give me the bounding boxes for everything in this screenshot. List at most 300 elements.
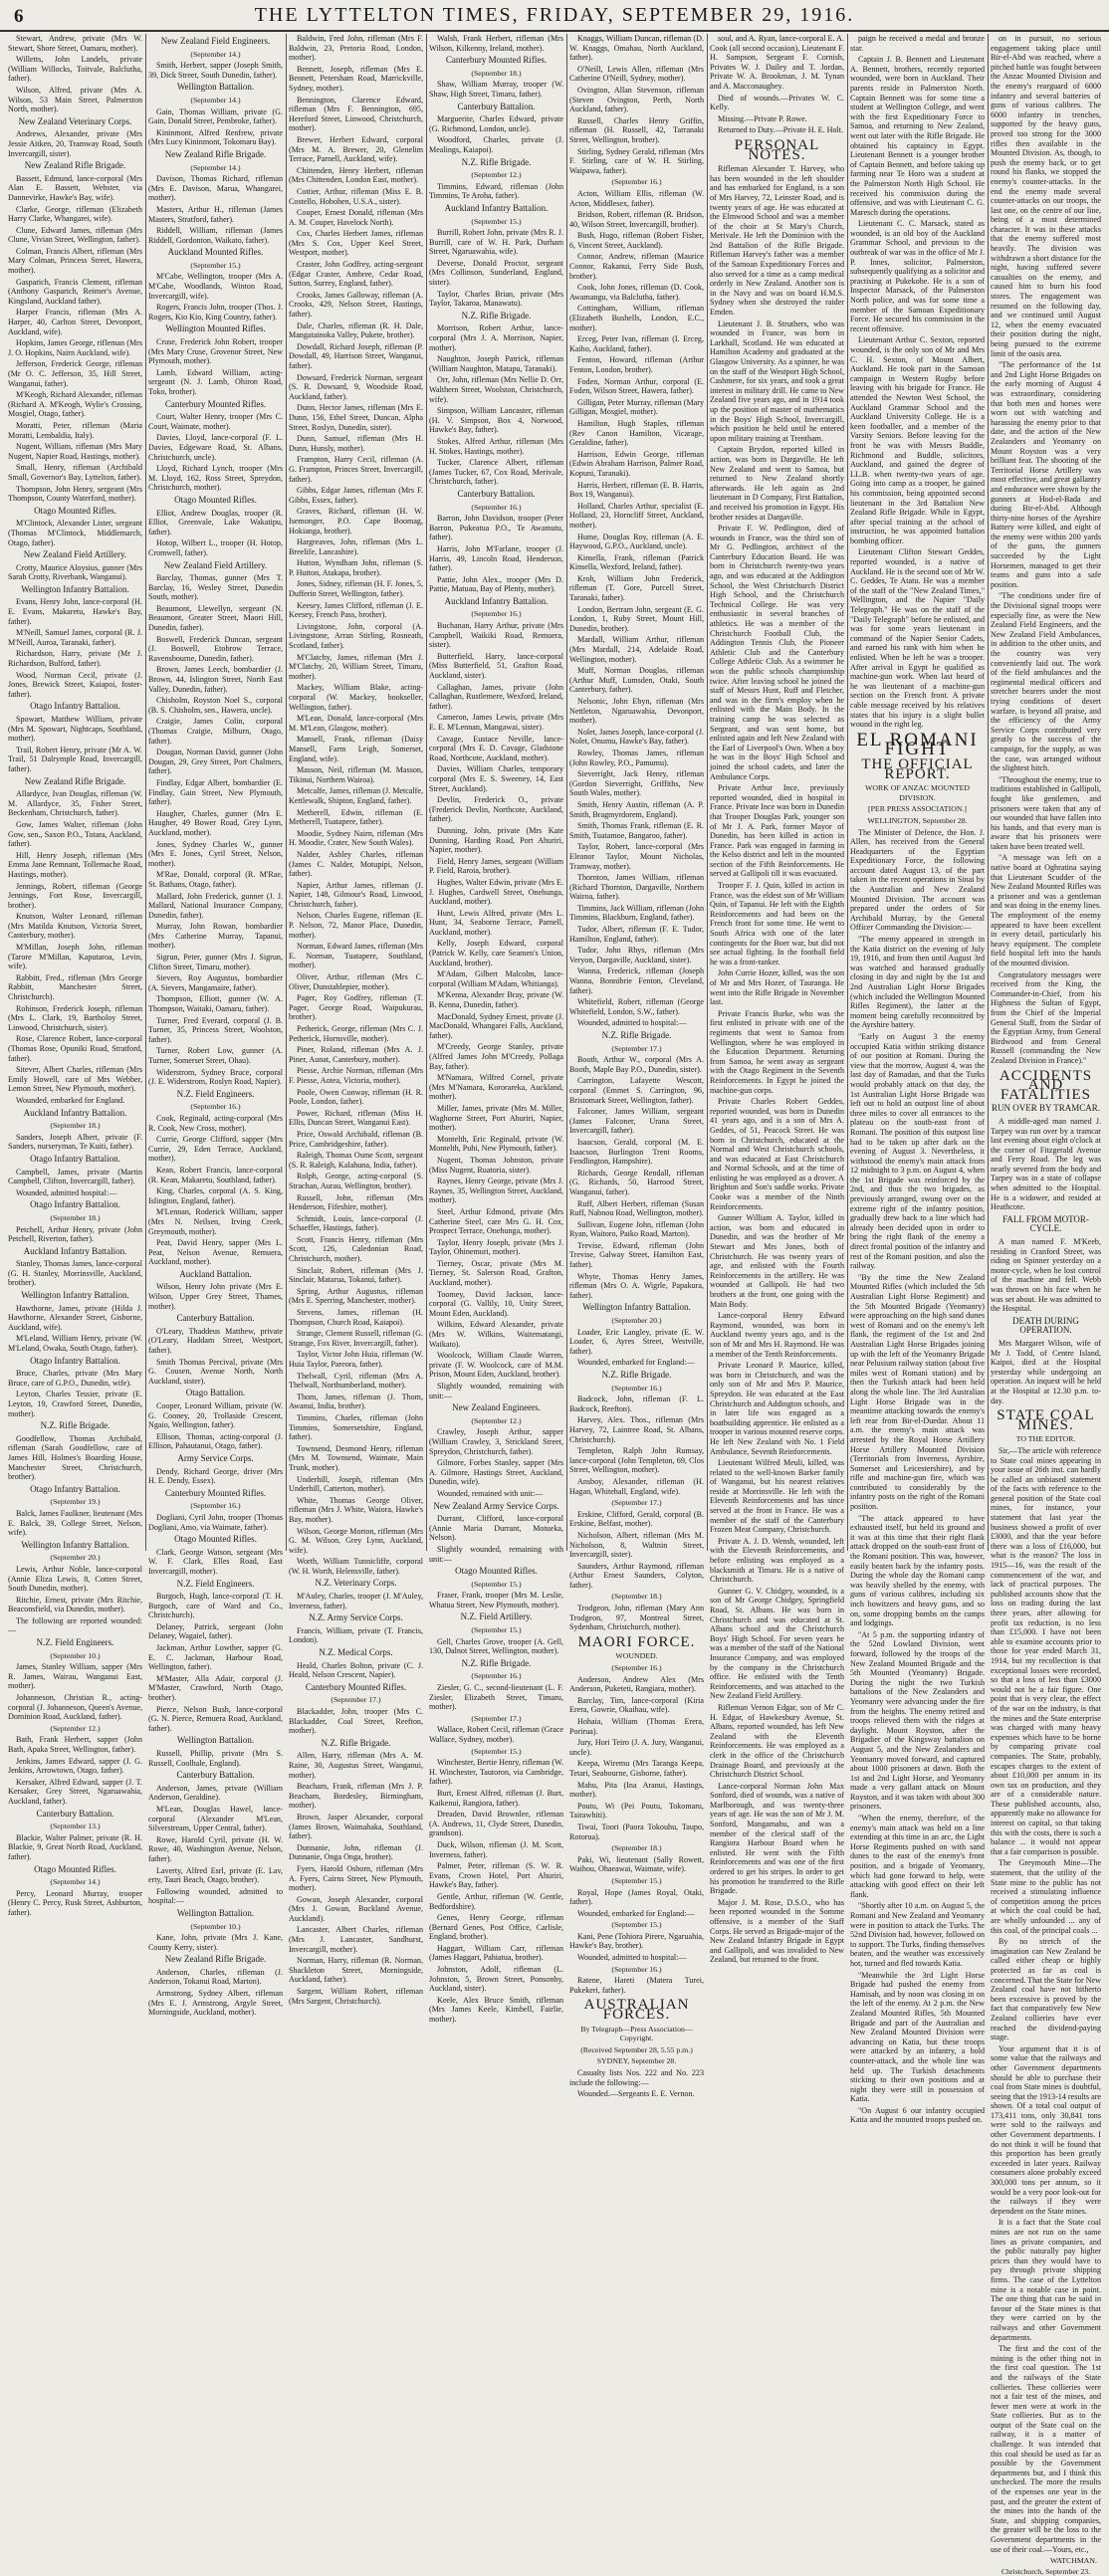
- paragraph: John Currie Hozer, killed, was the son of Mr and Mrs Hozer, of Tauranga. He went into the Rifle Brigade in November last.: [710, 968, 844, 1007]
- paragraph: Evans, Henry John, lance-corporal (H. E. Evans, Makaretu, Hawke's Bay, father).: [8, 597, 142, 626]
- paragraph: Andrews, Alexander, private (Mrs Jessie Aitken, 20, Tramway Road, South Invercargill, sister).: [8, 129, 142, 158]
- paragraph: Mansell, Frank, rifleman (Daisy Mansell, Farm Leigh, Somerset, England, wife).: [289, 735, 423, 763]
- paragraph: Pierce, Nelson Bush, lance-corporal (G. N. Pierce, Remuera Road, Auckland, father).: [148, 1704, 283, 1733]
- subheading: (September 14.): [190, 162, 241, 172]
- paragraph: Sitever, Albert Charles, rifleman (Mrs Emily Howell, care of Mrs Webber, Lemon Street, New Plymouth, mother).: [8, 1065, 142, 1094]
- paragraph: "Meanwhile the 3rd Light Horse Brigade had pushed the enemy from Hamisah, and by noon was closing in on the left of the enemy. At 2 p.m. the New Zealand Mounted Rifles, 5th Mounted Brigade and part of the Australian and New Zealand Mounted Division were advancing on Katia, but these troops were attacked by an infantry, a bold counter-attack, and the whole line was held up. The Turkish detachments sticking to their own positions and at night they were still in possession of Katia.: [850, 1970, 985, 2104]
- paragraph: Cox, Charles Herbert James, rifleman (Mrs S. Cox, Upper Keel Street, Westport, mother).: [289, 229, 423, 258]
- paragraph: The Minister of Defence, the Hon. J. Allen, has received from the General Headquarters of the Egyptian Expeditionary Force, the following account dated August 13, of the part taken in the recent operations in Sinai by the Australian and New Zealand Mounted Division. The account was prepared under the orders of Sir Archibald Murray, by the General Officer Commanding the Division:—: [850, 827, 985, 933]
- paragraph: Erceg, Peter Ivan, rifleman (I. Erceg, Kaiho, Auckland, father).: [569, 334, 704, 353]
- paragraph: Rifleman Alexander T. Harvey, who has been wounded in the left shoulder and has embarked for England, is a son of Mrs Harvey, 72, Leinster Road, and is twenty years of age. He was educated at the Elmwood School and was a member of the choir at St Mary's Church, Merivale. He left the Dominion with the 2nd Battalion of the Rifle Brigade. Rifleman Harvey's father was a member of the Samoan Expeditionary Forces and also served for a time as a camp medical orderly in New Zealand. Another son is in the Navy and was on board H.M.S. Sydney when she destroyed the raider Emden.: [710, 164, 844, 318]
- section-heading: N.Z. Rifle Brigade.: [40, 1420, 111, 1431]
- paragraph: Fyers, Harold Osborn, rifleman (Mrs A. Fyers, Cairns Street, New Plymouth, mother).: [289, 1863, 423, 1893]
- paragraph: Brown, James Leech, bombardier (J. Brown, 44, Islington Street, North East Valley, Dunedin, father).: [148, 665, 283, 694]
- section-heading: N.Z. Medical Corps.: [319, 1647, 393, 1658]
- column-rule: [847, 34, 848, 1551]
- paragraph: Knaggs, William Duncan, rifleman (D. W. Knaggs, Omahau, North Auckland, father).: [569, 34, 704, 63]
- paragraph: Gilligan, Peter Murray, rifleman (Mary Gilligan, Mosgiel, mother).: [569, 397, 704, 417]
- paragraph: Died of wounds.—Privates W. C. Kelly.: [710, 93, 844, 112]
- paragraph: Hawthorne, James, private (Hilda J. Hawthorne, Alexander Street, Gisborne, Auckland, wife).: [8, 1303, 142, 1332]
- paragraph: M'Cabe, Wellington, trooper (Mrs A. M'Cabe, Woodlands, Winton Road, Invercargill, wife).: [148, 272, 283, 301]
- section-heading: Otago Battalion.: [185, 1388, 246, 1398]
- paragraph: Erskine, Clifford, Gerald, corporal (B. Erskine, Belfast, mother).: [569, 1509, 704, 1529]
- paragraph: Ansboy, Alexander, rifleman (H. Hagan, Whitehall, England, wife).: [569, 1476, 704, 1496]
- paragraph: Private Francis Burke, who was the first enlisted in private with one of the regiments that went to Samoa from Wellington, where he was employed in the Education Department. Returning from Samoa, he went away as sergeant with the Otago Regiment in the Seventh Reinforcements. In Egypt he joined the machine-gun corps.: [710, 1008, 844, 1095]
- paragraph: Davies, William Charles, temporary corporal (Mrs E. S. Sweeney, 14, East Street, Auckland).: [429, 764, 563, 793]
- paragraph: Trail, Robert Henry, private (Mr A. W. Trail, 51 Dalrymple Road, Invercargill, father).: [8, 745, 142, 773]
- paragraph: Power, Richard, rifleman (Miss H. Ellis, Duncan Street, Wanganui East).: [289, 1108, 423, 1128]
- paragraph: Kane, John, private (Mrs J. Kane, County Kerry, sister).: [148, 1933, 283, 1952]
- column-rule: [707, 34, 708, 1551]
- section-heading: N.Z. Rifle Brigade.: [321, 1737, 391, 1748]
- paragraph: M'Lean, Donald, lance-corporal (Mrs M. M'Lean, Glasgow, mother).: [289, 714, 423, 733]
- paragraph: Callaghan, James, private (John Callaghan, Rustlemere, Wexford, Ireland, father).: [429, 682, 563, 711]
- paragraph: Murray, John Rowan, bombardier (Mrs Catherine Murray, Tapanui, mother).: [148, 922, 283, 951]
- paragraph: Taylor, Charles Brian, private (Mrs Taylor, Takaroa, Manawatu).: [429, 289, 563, 309]
- section-heading: Otago Mounted Rifles.: [34, 505, 116, 516]
- section-heading: Wellington Battalion.: [176, 1735, 255, 1746]
- paragraph: Field, Henry James, sergeant (William P. Field, Raroia, brother).: [429, 856, 563, 876]
- paragraph: Lancaster, Albert Charles, rifleman (Mrs J. Lancaster, Sandhurst, Invercargill, mother).: [289, 1925, 423, 1954]
- paragraph: Schmidt, Louis, lance-corporal (J. Schaeffer, Hastings, father).: [289, 1213, 423, 1233]
- paragraph: Gasparich, Francis Clement, rifleman (Anthony Gasparich, Reimer's Avenue, Kingsland, Auckland father).: [8, 277, 142, 306]
- section-heading: N.Z. Army Service Corps.: [309, 1612, 403, 1623]
- section-heading: Otago Mounted Rifles.: [455, 1566, 538, 1577]
- paragraph: M'Kenna, Alexander Bray, private (W. B. Kenna, Dunedin, father).: [429, 990, 563, 1010]
- subheading: (September 18.): [471, 68, 522, 78]
- paragraph: Jackman, Arthur Lowther, sapper (G. E. C. Jackman, Harbour Road, Wellington, father).: [148, 1643, 283, 1672]
- paragraph: Lance-corporal Henry Edward Raymond, wounded, was born in Auckland twenty years ago, and is the son of Mr and Mrs H. Raymond. He was a member of the Tenth Reinforcements.: [710, 1311, 844, 1359]
- subheading: [PER PRESS ASSOCIATION.]: [868, 804, 967, 814]
- paragraph: Metherell, Edwin, rifleman (E. Metherell, Tuatapere, father).: [289, 807, 423, 827]
- paragraph: Masters, Arthur H., rifleman (James Masters, Stratford, father).: [148, 204, 283, 224]
- paragraph: Dogliani, Cyril John, trooper (Thomas Dogliani, Amo, via Waimate, father).: [148, 1512, 283, 1532]
- paragraph: Mahu, Pita (Ina Aranui, Hastings, mother).: [569, 1780, 704, 1800]
- paragraph: Anderson, James, private (William Anderson, Geraldine).: [148, 1783, 283, 1803]
- paragraph: "On August 6 our infantry occupied Katia and the mounted troops pushed on.: [850, 2105, 985, 2125]
- paragraph: Jefferson, Frederick George, rifleman (Mr O. C. Jefferson, 35, Hill Street, Wanganui, father).: [8, 359, 142, 388]
- paragraph: "At 5 p.m. the supporting infantry of the 52nd Lowland Division, went forward, followed by the troops of the New Zealand Mounted Brigade and the 5th Mounted (Yeomanry) Brigade. During the night the two Turkish battalions of the New Zealanders and Yeomanry were advancing under the fire from the heights. The enemy retired and troops relieved them with the ridges at daylight. Mount Royston, after the Brigadier of the Kingsway battalion on August 5, and the New Zealanders and Yeomanry moved forward, and captured about 1000 prisoners at dawn. Both the 1st and 2nd Light Horse, and Yeomanry made a very gallant attack on Mount Royston, and it was taken with about 300 prisoners.: [850, 1629, 985, 1812]
- paragraph: Sievers, Roy Augustus, bombardier (A. Sievers, Mangamaire, father).: [148, 973, 283, 992]
- paragraph: Trevise, Edward, rifleman (John Trevise, Galway Street, Hamilton East, father).: [569, 1240, 704, 1270]
- paragraph: Crotty, Maurice Aloysius, gunner (Mrs Sarah Crotty, Riverbank, Wanganui).: [8, 562, 142, 582]
- paragraph: Toomey, David Jackson, lance-corporal (G. Vallily, 10, Unity Street, Mount Eden, Auckland).: [429, 1289, 563, 1318]
- section-heading: N.Z. Rifle Brigade.: [601, 1030, 672, 1040]
- paragraph: M'Creedy, George Stanley, private (Alfred James John M'Creedy, Pollaga Bay, father).: [429, 1042, 563, 1071]
- paragraph: Major J. M. Rose, D.S.O., who has been reported wounded in the Somme offensive, is a member of the Staff Corps. He served as Brigade-major of the New Zealand Infantry Brigade in Egypt and Gallipoli, and was invalided to New Zealand, but returned to the front.: [710, 1897, 844, 1965]
- paragraph: Smith, Henry Austin, rifleman (A. P. Smith, Bragmyrdorem, England).: [569, 799, 704, 819]
- paragraph: Cook, Reginald, acting-corporal (Mrs R. Cook, New Cross, mother).: [148, 1113, 283, 1133]
- paragraph: Wounded.—Sergeants E. E. Vernon.: [577, 2089, 695, 2099]
- paragraph: Wounded, embarked for England:—: [577, 1908, 695, 1918]
- column-4: [429, 34, 563, 2025]
- headline: STATE COAL MINES.: [997, 1407, 1095, 1433]
- subheading: (September 15.): [611, 1875, 662, 1885]
- paragraph: Sigrun, Peter, gunner (Mrs J. Sigrun, Clifton Street, Timaru, mother).: [148, 953, 283, 971]
- paragraph: Bridson, Robert, rifleman (R. Bridson, 40, Wilson Street, Invercargill, brother).: [569, 210, 704, 229]
- paragraph: Jones, Sidney, rifleman (H. F. Jones, 5, Dufferin Street, Wellington, father).: [289, 579, 423, 599]
- section-heading: Canterbury Battalion.: [457, 101, 536, 111]
- paragraph: Wallace, Robert Cecil, rifleman (Grace Wallace, Sydney, mother).: [429, 1725, 563, 1744]
- paragraph: Smith, Thomas Frank, rifleman (E. R. Smith, Tuatamoe, Bangaroo, father).: [569, 821, 704, 840]
- paragraph: Barclay, Tim, lance-corporal (Kiria Erera, Gowrie, Okaihau, wife).: [569, 1695, 704, 1715]
- paragraph: Rifleman Vernon Edgar, son of Mr C. H. Edgar, of Hawkesbury Avenue, St. Albans, reported wounded, has left New Zealand with the Eleventh Reinforcements. He was employed as a clerk in the office of the Christchurch Drainage Board, and previously at the Christchurch District School.: [710, 1702, 844, 1780]
- section-heading: New Zealand Field Artillery.: [163, 559, 268, 570]
- paragraph: Captain J. B. Bennett and Lieutenant A. Bennett, brothers, recently reported wounded, were born in Auckland. Their parents reside in Palmerston North. Captain Bennett was for some time a student at Wellington College, and went with the first Expeditionary Force to Samoa, and returning to New Zealand, went out later with the Rifle Brigade. He obtained his captaincy in Egypt. Lieutenant Bennett is a younger brother of Captain Bennett, and before taking up farming near Te Horo was a student at the Palmerston North High School. He received his commission during the offensive, and was with Lieutenant C. G. Maresch during the operations.: [850, 55, 985, 217]
- paragraph: Ruff, Albert Herbert, rifleman (Susan Ruff, Nabnou Road, Wellington, mother).: [569, 1198, 704, 1218]
- paragraph: Wood, Norman Cecil, private (J. Jones, Brewick Street, Kaiapoi, foster-father).: [8, 670, 142, 699]
- subheading: WOUNDED.: [615, 1651, 658, 1661]
- paragraph: Beacham, Frank, rifleman (Mrs J. P. Beacham, Bordesley, Birmingham, mother).: [289, 1782, 423, 1811]
- paragraph: Acton, William Ellis, rifleman (W. Acton, Middlesex, father).: [569, 188, 704, 208]
- paragraph: Kersaker, Alfred Edward, sapper (J. T. Kersaker, Grey Street, Ngaruawahia, Auckland, father).: [8, 1777, 142, 1806]
- paragraph: London, Bertram John, sergeant (E. G. London, 1, Ruby Street, Mount Hill, Dunedin, brother).: [569, 604, 704, 633]
- paragraph: Russell, Phillip, private (Mrs S. Russell, Coolhale, England).: [148, 1749, 283, 1768]
- column-rule: [566, 34, 567, 1551]
- paragraph: "Early on August 3 the enemy occupied Katia within striking distance of our position at Romani. During the view that the morrow, August 4, was the last day of Ramadan, and that the Turks would probably attack on that day, the 1st Australian Light Horse Brigade was left out to hold an outpost line of about three miles to cover all entrances to the plateau on the south-east front of Romani. The position of this outpost line had to be taken up after dark on the evening of August 3. Nevertheless, it withstood the enemy's main attack from 12 midnight to 3 p.m. on August 4, when the 1st Brigade was reinforced by the 2nd, and thus the two brigades, as previously arranged, swung over on the extreme right of the infantry position, gradually drew back to a line which had already been decided upon in order to bring the right flank of the enemy a direct frontal position of the infantry and rest of the Romani position, and also the railway.: [850, 1031, 985, 1271]
- paragraph: Poole, Owen Conway, rifleman (H. R. Poole, London, father).: [289, 1087, 423, 1107]
- headline: THE OFFICIAL REPORT.: [861, 755, 974, 782]
- paragraph: M'Clintock, Alexander Lister, sergeant (Thomas M'Clintock, Middlemarch, Otago, father).: [8, 519, 142, 547]
- paragraph: Thompson, Elliott, gunner (W. A. Thompson, Waitaki, Oamaru, father).: [148, 994, 283, 1014]
- paragraph: Norman, Harry, rifleman (R. Norman, Shackleton Street, Morningside, Auckland, father).: [289, 1956, 423, 1985]
- paragraph: Missing.—Private P. Rowe.: [718, 113, 807, 123]
- paragraph: Crooks, James Galloway, rifleman (A. Crooks, 429, Nelson Street, Hastings, father).: [289, 290, 423, 320]
- paragraph: "The attack appeared to have exhausted itself, but held its ground and it was at this time that their right flank attack dropped on the south-east front of the Romani position. This was, however, easily beaten back by the infantry posts. During the whole day the Romani camp was heavily shelled by the enemy, with guns of various calibres, including six inch howitzers and heavy guns, and so on, some dropping bombs on the camps and lodgings.: [850, 1513, 985, 1628]
- paragraph: Allardyce, Ivan Douglas, rifleman (W. M. Allardyce, 35, Fisher Street, Beckenham, Christchurch, father).: [8, 789, 142, 818]
- paragraph: Sinclair, Robert, rifleman (Mrs J. Sinclair, Matarua, Tokanui, father).: [289, 1265, 423, 1285]
- paragraph: Holland, Charles Arthur, specialist (E. Holland, 23, Horncliff Street, Auckland, mother).: [569, 501, 704, 530]
- section-heading: Wellington Infantry Battalion.: [21, 1290, 129, 1301]
- paragraph: Poutu, Wi (Pei Poutu, Tokomaru, Tairawhiti).: [569, 1801, 704, 1821]
- columns-area: [8, 34, 1101, 2576]
- subheading: (September 15.): [471, 1746, 522, 1756]
- section-heading: N.Z. Field Engineers.: [36, 1637, 114, 1648]
- paragraph: Rolph, George, acting-corporal (S. Strachan, Aurau, Wellington, brother).: [289, 1172, 423, 1190]
- paragraph: Sir,—The article with reference to State coal mines appearing in your issue of 26th inst. can hardly be called an unbiased statement of the facts with reference to the general position of the State coal mines, for instance, your statement that last year the business showed a profit of over £3000, and that the year before there was a loss of £16,000, but what is the reason? The loss in 1915—16, was the result of the commencement of the war, and lack of practical purposes. The published accounts show that the loss on trading during the last three years, after allowing for profit tax reduction, is no less than £15,000. I have not been able to examine accounts prior to those for year ended March 31, 1914, but my recollection is that exceptional losses were recorded, so that a loss of less than £3000 would not be a fair figure. One point that is very clear, the effect of the war on the industry, is that the mines and the State enterprise was charged with many heavy expenses which have to be borne by comparing private coal companies. The State, probably, escapes charges to the extent of about £10,000 per annum in its own tax on production, and they are of a considerable nature. These published accounts, also, apparently make no allowance for interest on capital, so that taking this with the costs, there is such a balance ... it would not appear that a fair comparison is possible.: [991, 1445, 1101, 1856]
- paragraph: Wanna, Frederick, rifleman (Joseph Wanna, Bonnibrie Fenton, Cleveland, father).: [569, 966, 704, 995]
- paragraph: soul, and A. Ryan, lance-corporal E. A. Cook (all second occasion), Lieutenant F. H. Sampson, Sergeant F. Cornish, Privates W. J. Dailey and T. Jordan, Private W. A. Brookman, J. M. Tynan and A. Macconaughey.: [710, 34, 844, 91]
- column-5: [569, 34, 704, 2099]
- paragraph: O'Leary, Thaddeus Matthew, private (O'Leary, Haddam Street, Westport, father).: [148, 1326, 283, 1356]
- paragraph: Royal, Hope (James Royal, Otaki, father).: [569, 1887, 704, 1907]
- paragraph: White, Thomas George Oliver, rifleman (Mrs J. White, Waiora, Hawke's Bay, mother).: [289, 1495, 423, 1524]
- paragraph: M'Master, Alla Adair, corporal (J. M'Master, Crawford, North Otago, brother).: [148, 1673, 283, 1703]
- subheading: (September 14.): [190, 49, 241, 59]
- paragraph: M'Rae, Donald, corporal (R. M'Rae, St. Bathans, Otago, father).: [148, 870, 283, 889]
- paragraph: Turner, Fred Everard, corporal (J. B. Turner, 35, Princess Street, Woolston, father).: [148, 1015, 283, 1044]
- subheading: (September 16.): [471, 1671, 522, 1681]
- paragraph: Kani, Pene (Tohiora Pirere, Ngaruahia, Hawke's Bay, brother).: [569, 1931, 704, 1951]
- subheading: (September 15.): [471, 1625, 522, 1635]
- subheading: (September 18.): [50, 1121, 101, 1131]
- paragraph: Gunner William A. Taylor, killed in action, was born and educated in Dunedin, and was the brother of Mr Stewart and Mrs Jones, both of Christchurch. He was twenty years of age, and enlisted with the Fourth Reinforcements in the artillery. He was wounded at Gallipoli. He had two brothers at the front, one going with the Main Body.: [710, 1213, 844, 1309]
- subheading: (September 10.): [190, 1921, 241, 1931]
- paragraph: Wilson, Henry John private (Mrs E. Wilson, Upper Grey Street, Thames, mother).: [148, 1282, 283, 1311]
- subheading: (September 17.): [611, 1498, 662, 1508]
- paragraph: Elliot, Andrew Douglas, trooper (R. Elliot, Greenvale, Lake Wakatipu, father).: [148, 508, 283, 537]
- section-heading: N.Z. Field Artillery.: [460, 1611, 533, 1622]
- paragraph: Hunt, Lewis Alfred, private (Mrs L. Hunt, 34, Seaborne Terrace, Parnell, Auckland, mother).: [429, 908, 563, 937]
- paragraph: Casualty lists Nos. 222 and No. 223 include the following:—: [569, 2068, 704, 2087]
- paragraph: Bruce, Charles, private (Mrs Mary Bruce, care of G.P.O., Dunedin, wife).: [8, 1369, 142, 1388]
- paragraph: Raleigh, Thomas Osme Scott, sergeant (S. R. Raleigh, Kalahuna, India, father).: [289, 1151, 423, 1170]
- paragraph: Petchell, Arthur Henry, private (John Petchell, Riverton, father).: [8, 1224, 142, 1244]
- paragraph: Badcock, John, rifleman (F. L. Badcock, Reefton).: [569, 1395, 704, 1413]
- paragraph: Clune, Edward James, rifleman (Mrs Clune, Vivian Street, Wellington, father).: [8, 225, 142, 245]
- section-heading: Otago Infantry Battalion.: [30, 1355, 120, 1366]
- paragraph: M'Lean, Douglas Hawel, lance-corporal (Alexander M'Lean, Silverstream, Upper Central, father).: [148, 1804, 283, 1833]
- paragraph: Jury, Hori Teiro (J. A. Jury, Wanganui, uncle).: [569, 1738, 704, 1757]
- section-heading: New Zealand Engineers.: [452, 1402, 541, 1413]
- paragraph: Dunnanie, John, rifleman (J. Dunnanie, Onga Onga, brother).: [289, 1842, 423, 1862]
- paragraph: Barclay, Thomas, gunner (Mrs T. Barclay, 16, Wesley Street, Dunedin South, mother).: [148, 573, 283, 602]
- paragraph: Tucker, Clarence Albert, rifleman (James Tucker, 67, Cox Road, Merivale, Christchurch, father).: [429, 458, 563, 487]
- subheading: (September 16.): [471, 609, 522, 619]
- paragraph: A middle-aged man named J. Tarpey was run over by a tramcar last evening about eight o'clock at the corner of Fitzgerald Avenue and Ferry Road. The leg was nearly severed from the body and Tarpey was in a state of collapse when admitted to the Hospital. He is a widower, and resided at Heathcote.: [991, 1116, 1101, 1212]
- paragraph: Johnston, Adolf, rifleman (L. Johnston, 5, Brown Street, Ponsonby, Auckland, sister).: [429, 1965, 563, 1994]
- paragraph: M'Keogh, Richard Alexander, rifleman (Richard A. M'Keogh, Wylie's Crossing, Mosgiel, Otago, father).: [8, 390, 142, 419]
- subheading: (September 17.): [611, 1043, 662, 1053]
- paragraph: Oliver, Arthur, rifleman (Mrs C. Oliver, Dunstablepier, mother).: [289, 972, 423, 991]
- paragraph: Gowan, Joseph Alexander, corporal (Mrs J. Gowan, Buckland Avenue, Auckland).: [289, 1894, 423, 1923]
- paragraph: Nalder, Ashley Charles, rifleman (James C. Nalder, Motupipi, Nelson, father).: [289, 849, 423, 879]
- paragraph: Lieutenant Wilfred Meuli, killed, was related to the well-known Barker family of Wanganui, but his nearest relatives reside at Morrinsville. He left with the Eleventh Reinforcements and has since served at the front in France. He was a member of the staff of the Canterbury Frozen Meat Company, Christchurch.: [710, 1458, 844, 1535]
- paragraph: Slightly wounded, remaining with unit:—: [429, 1544, 563, 1564]
- paragraph: Ratene, Hareti (Matera Turei, Pukekeri, father).: [569, 1976, 704, 1995]
- paragraph: Loader, Eric Langley, private (E. W. Loader, 6, Ayres Street, Westville, father).: [569, 1327, 704, 1356]
- paragraph: Turner, Robert Low, gunner (A. Turner, Somerset Street, Ohau).: [148, 1046, 283, 1065]
- paragraph: Timmins, Charles, rifleman (John Timmins, Somersetshire, England, father).: [289, 1412, 423, 1442]
- paragraph: Craigie, James Colin, corporal (Thomas Craigie, Milburn, Otago, father).: [148, 717, 283, 746]
- paragraph: Nugent, Thomas Johnston, private (Miss Nugent, Ruatoria, sister).: [429, 1155, 563, 1175]
- paragraph: Rose, Clarence Robert, lance-corporal (Thomas Rose, Opuniki Road, Stratford, father).: [8, 1034, 142, 1063]
- paragraph: paign he received a medal and bronze star.: [850, 34, 985, 53]
- paragraph: Kroh, William John Frederick, rifleman (T. Gore, Purcell Street, Taranaki, father).: [569, 573, 704, 603]
- column-rule: [988, 34, 989, 1551]
- paragraph: Isaacson, Gerald, corporal (M. E. Isaacson, Burlington Trent Rooms, Fendlington, Hampshire).: [569, 1137, 704, 1167]
- section-heading: N.Z. Rifle Brigade.: [461, 310, 532, 321]
- paragraph: "The performance of the 1st and 2nd Light Horse Brigades on the early morning of August 4 was extraordinary, considering that both men and horses were worn out with watching and harassing the enemy prior to that date, and the action of the New Zealanders and Yeomanry on Mount Royston was a very brilliant feat. The shooting of the Territorial Horse Artillery was most effective, and great gallantry and endurance were shown by the gunners at Hod-el-Bada and during Bir-el-Abd. Although thirty-nine horses of the Ayrshire Battery were killed, and eight of the enemy were within 200 yards of the guns, the gunners succeeded by the Light Horsemen, managed to get their teams and guns into a safe position.: [991, 360, 1101, 589]
- section-heading: Wellington Infantry Battalion.: [21, 1539, 129, 1550]
- paragraph: Petherick, George, rifleman (Mrs C. J. Petherick, Hornsville, mother).: [289, 1024, 423, 1043]
- paragraph: Jones, Sydney Charles W., gunner (Mrs E. Jones, Cyril Street, Nelson, mother).: [148, 839, 283, 868]
- paragraph: Gell, Charles Grove, trooper (A. Gell, 130, Dalnot Street, Wellington, mother).: [429, 1636, 563, 1656]
- paragraph: Knutson, Walter Leonard, rifleman (Mrs Matilda Knutson, Victoria Street, Canterbury, mother).: [8, 912, 142, 941]
- paragraph: Cameron, James Lewis, private (Mrs E. E. M'Lennan, Mangawai, sister).: [429, 713, 563, 732]
- paragraph: Burt, Ernest Alfred, rifleman (J. Burt, Kaikenui, Rangiora, father).: [429, 1788, 563, 1808]
- paragraph: Cruse, Frederick John Robert, trooper (Mrs Mary Cruse, Grovenor Street, New Plymouth, mother).: [148, 337, 283, 366]
- big-headline: EL ROMANI FIGHT: [856, 729, 979, 760]
- section-heading: DEATH DURING OPERATION.: [1012, 1315, 1079, 1336]
- paragraph: M'Clatchy, James, rifleman (Mrs J. M'Clatchy, 20, William Street, Timaru, mother).: [289, 652, 423, 681]
- paragraph: Hutton, Wyndham John, rifleman (S. P. Hutton, Atakapa, brother).: [289, 558, 423, 577]
- paragraph: Price, Oswald Archibald, rifleman (B. Price, Cambridgeshire, father).: [289, 1129, 423, 1149]
- paragraph: Buchanan, Harry Arthur, private (Mrs Campbell, Waikiki Road, Remuera, sister).: [429, 621, 563, 650]
- paragraph: James, Stanley William, sapper (Mrs R. James, Wairau, Wanganui East, mother).: [8, 1662, 142, 1691]
- paragraph: Clark, George Watson, sergeant (Mrs W. F. Clark, Elles Road, East Invercargill, mother).: [148, 1547, 283, 1576]
- paragraph: Foden, Norman Arthur, corporal (E. Foden, Wilson Street, Hawera, father).: [569, 376, 704, 396]
- paragraph: Barron, John Davidson, trooper (Peter Barron, Pukeatua P.O., Te Awamutu, father).: [429, 514, 563, 542]
- paragraph: Congratulatory messages were received from the King, the Commander-in-Chief, from his Highness the Sultan of Egypt, from the Chief of the Imperial General Staff, from the Sirdar of the Egyptian Army, from General Birdwood and from General Russell (commanding the New Zealand Division in France).": [991, 969, 1101, 1065]
- column-1: [8, 34, 142, 1917]
- paragraph: Timmins, Jack William, rifleman (John Timmins, Blackburn, England, father).: [569, 903, 704, 923]
- paragraph: Russell, Charles Henry Griffin, rifleman (H. Russell, 42, Tarranaki Street, Wellington, brother).: [569, 115, 704, 144]
- paragraph: By no stretch of the imagination can New Zealand be called either cheap or highly protected as far as coal is concerned. That the State for New Zealand coal have not hitherto been excessive is proved by the fact that comparatively few New Zealand collieries have ever reached the dividend-paying stage.: [991, 1937, 1101, 2042]
- paragraph: Dunn, Samuel, rifleman (Mrs H. Dunn, Hunsly, mother).: [289, 434, 423, 453]
- paragraph: Ritchie, Ernest, private (Mrs Ritchie, Beaconsfield, via Dunedin, mother).: [8, 1595, 142, 1614]
- section-heading: N.Z. Rifle Brigade.: [461, 156, 532, 167]
- paragraph: Bennett, Joseph, rifleman (Mrs E. Bennett, Petersham Road, Marrickville, Sydney, mother).: [289, 64, 423, 93]
- paragraph: Richardson, Harry, private (Mr J. Richardson, Bulford, father).: [8, 649, 142, 669]
- column-3: [289, 34, 423, 2006]
- subheading: (September 17.): [331, 1695, 381, 1705]
- paragraph: Morrison, Robert Arthur, lance-corporal (Mrs J. A. Morrison, Napier, mother).: [429, 323, 563, 352]
- paragraph: Mackey, William Blake, acting-corporal (W. Mackey, bookseller, Wellington, father).: [289, 683, 423, 712]
- subheading: (September 15.): [471, 216, 522, 226]
- headline: AUSTRALIAN FORCES.: [583, 1997, 690, 2024]
- paragraph: A man named F. M'Keeb, residing in Cranford Street, was riding on Spinner yesterday on a motor-cycle, when he lost control of the machine and fell. Webb was thrown on his face when he was set about. He was admitted to the Hospital.: [991, 1237, 1101, 1314]
- paragraph: Lieutenant C. C. Marsack, stated as wounded, is an old boy of the Auckland Grammar School, and previous to the outbreak of war was in the office of Mr J. P. Innes, solicitor, Palmerston, subsequently qualifying as a solicitor and practising at Pukekohe. He is a son of Inspector Marsack, of the Palmerston North police, and was for some time a member of the Samoan Expeditionary Force. He secured his commission in the recent offensive.: [850, 219, 985, 333]
- paragraph: Stewart, Andrew, private (Mrs W. Stewart, Shore Street, Oamaru, mother).: [8, 34, 142, 53]
- paragraph: Muff, Norman Douglas, rifleman (Arthur Muff, Lumsden, Otaki, South Canterbury, father).: [569, 666, 704, 695]
- paragraph: Bush, Hugo, rifleman (Robert Fisher, 6, Vincent Street, Auckland).: [569, 231, 704, 250]
- section-heading: Auckland Mounted Rifles.: [167, 247, 264, 258]
- column-rule: [286, 34, 287, 1551]
- subheading: (September 13.): [50, 1822, 101, 1831]
- paragraph: Armstrong, Sydney Albert, rifleman (Mrs E. J. Armstrong, Argyle Street, Morningside, Auckland, mother).: [148, 1989, 283, 2018]
- paragraph: Mardall, William Arthur, rifleman (Mrs Mardall, 214, Adelaide Road, Wellington, mother).: [569, 635, 704, 664]
- section-heading: New Zealand Rifle Brigade.: [164, 148, 267, 159]
- paragraph: Allen, Harry, rifleman (Mrs A. M. Raine, 30, Augustus Street, Wanganui, mother).: [289, 1751, 423, 1780]
- paragraph: Whyte, Thomas Henry James, rifleman (Mrs O. A. Wigrle, Papakura, father).: [569, 1271, 704, 1300]
- paragraph: Whitefield, Robert, rifleman (George Whitefield, London, S.W., father).: [569, 997, 704, 1016]
- paragraph: Napier, Arthur James, rifleman (J. Napier, 148, Gilmour's Road, Linwood, Christchurch, father).: [289, 880, 423, 909]
- paragraph: Carrington, Lafayette Wescott, corporal (Emmet S. Carrington, 96, Bristomark Street, Wellington, father).: [569, 1076, 704, 1105]
- paragraph: Wounded, embarked for England:—: [577, 1358, 695, 1368]
- paragraph: Lewis, Arthur Noble, lance-corporal (Annie Eliza Lewis, 8, Cotten Street, South Dunedin, mother).: [8, 1564, 142, 1594]
- paragraph: Rogers, Francis John, trooper (Thos. J. Rogers, Kio Kio, King Country, father).: [148, 303, 283, 322]
- paragraph: Wilson, George Morton, rifleman (Mrs G. M. Wilson, Grey Lynn, Auckland, wife).: [289, 1526, 423, 1555]
- paragraph: Smith Thomas Percival, private (Mrs G. Cousen, Avenue North, North Auckland, sister).: [148, 1357, 283, 1386]
- section-heading: Wellington Battalion.: [176, 1907, 255, 1918]
- paragraph: Heald, Charles Bolton, private (C. J. Heald, Nelson Crescent, Napier).: [289, 1660, 423, 1680]
- paragraph: Taylor, Robert, lance-corporal (Mrs Eleanor Taylor, Mount Nicholas, Tramway, mother).: [569, 842, 704, 871]
- section-heading: Otago Infantry Battalion.: [30, 1199, 120, 1210]
- paragraph: Russell, John, rifleman (Mrs Henderson, Fifeshire, mother).: [289, 1192, 423, 1212]
- paragraph: Private Arthur Ince, previously reported wounded, died in hospital in France. Private Ince was born in Dunedin that Trooper Douglas Park, younger son of Mr J. A. Park, former Mayor of Dunedin, has been killed in action in France. Park was engaged in farming in the Kelso district and left in the mounted section of the Fifth Reinforcements. He served at Gallipoli till it was evacuated.: [710, 783, 844, 879]
- paragraph: Trooper F. J. Quin, killed in action in France, was the eldest son of Mr William Quin, of Tapanui. He left with the Eighth Reinforcements and had been on the French front for some time. He went to South Africa with one of the later contingents for the Boer war, but did not see actual fighting. In the football field he was a front-ranker.: [710, 881, 844, 966]
- paragraph: Steel, Arthur Edmond, private (Mrs Catherine Steel, care Mrs G. H. Cox, Prospect Terrace, Onehunga, mother).: [429, 1206, 563, 1236]
- paragraph: Lieutenant J. B. Struthers, who was wounded in France, was born in Larkhall, Scotland. He was educated at Hamilton Academy and graduated at the Glasgow University. As a spinner, he was on the staff of the Westport High School, Cashmere, for six years, and took a great interest in military drill. He came to New Zealand five years ago, and in 1914 took up the position of master of mathematics in the Boys' High School, Invercargill, which position he held until he entered upon military training at Trentham.: [710, 319, 844, 443]
- paragraph: Harvey, Alex. Thos., rifleman (Mrs Harvey, 72, Laintree Road, St. Albans, Christchurch).: [569, 1415, 704, 1444]
- paragraph: Palmer, Peter, rifleman (S. W. R. Evans, Crown Hotel, Port Ahuriri, Hawke's Bay, father).: [429, 1861, 563, 1890]
- paragraph: "When the enemy, therefore, of the enemy's main attack was held on a line extending at this time in an arc, the Light Horse Regiments pushed on with sand dunes to the east of the enemy's front position, and a brigade of Yeomanry, which had gone forward to help, were attacking with good effect on their left flank.: [850, 1814, 985, 1899]
- paragraph: Sullivan, Eugene John, rifleman (John Ryan, Waitoro, Paiko Road, Marton).: [569, 1219, 704, 1239]
- paragraph: Clarke, George, rifleman (Elizabeth Harry Clarke, Whangarei, wife).: [8, 204, 142, 224]
- paragraph: Rowley, Thomas James, rifleman (John Rowley, P.O., Pamumu).: [569, 748, 704, 767]
- subheading: (Received September 28, 5.55 p.m.): [580, 2044, 693, 2054]
- paragraph: M'Leland, William Henry, private (W. M'Leland, Owaka, South Otago, father).: [8, 1334, 142, 1354]
- paragraph: Goodfellow, Thomas Archibald, rifleman (Sarah Goodfellow, care of James Hill, Holmes's Boarding House, Manchester Street, Christchurch, brother).: [8, 1433, 142, 1482]
- paragraph: Harrison, Edwin George, rifleman (Edwin Abraham Harrison, Palmer Road, Kopuni, Taranaki).: [569, 449, 704, 478]
- paragraph: Bath, Frank Herbert, sapper (John Bath, Apaka Street, Wellington, father).: [8, 1735, 142, 1754]
- paragraph: Hohaia, William (Thomas Erera, Porirua).: [569, 1717, 704, 1736]
- paragraph: Hughes, Walter Edwin, private (Mrs E. J. Hughes, Cardwell Street, Onehunga, Auckland, mother).: [429, 877, 563, 907]
- paragraph: Harris, John M'Farlane, trooper (J. Harris, 49, Lincoln Road, Henderson, father).: [429, 543, 563, 573]
- paragraph: Francis, William, private (T. Francis, London).: [289, 1625, 423, 1645]
- subheading: (September 12.): [471, 170, 522, 180]
- paragraph: Nelsonic, John Ebyn, rifleman (Mrs Nettleton, Ngaruawahia, Devonport, mother).: [569, 697, 704, 726]
- section-heading: Auckland Battalion.: [179, 1268, 252, 1279]
- paragraph: Butterfield, Harry, lance-corporal (Miss Butterfield, 51, Grafton Road, Auckland, sister).: [429, 651, 563, 681]
- section-heading: Wellington Mounted Rifles.: [165, 323, 266, 334]
- paragraph: Anderson, Charles, rifleman (J. Anderson, Tokanui Road, Marton).: [148, 1967, 283, 1987]
- paragraph: King, Charles, corporal (A. S. King, Islington, England, father).: [148, 1186, 283, 1205]
- section-heading: N.Z. Field Engineers.: [176, 1088, 255, 1099]
- section-heading: New Zealand Veterinary Corps.: [18, 115, 132, 126]
- subheading: TO THE EDITOR.: [1015, 1434, 1076, 1444]
- paragraph: Wounded, admitted to hospital:—: [577, 1018, 687, 1028]
- paragraph: "Throughout the enemy, true to traditions established in Gallipoli, fought like gentlemen, and prisoners were taken that any of our wounded that have fallen into his hands, and that every man is aware that his prisoners were taken have been treated well.: [991, 774, 1101, 851]
- paragraph: Gentle, Arthur, rifleman (W. Gentle, Bedfordshire).: [429, 1891, 563, 1911]
- paragraph: on in pursuit, no serious engagement taking place until Bir-el-Abd was reached, where a pitched battle was fought between the Anzac Mounted Division and the enemy's rearguard of 6000 infantry and several batteries of guns of various calibres. The 6000 infantry in trenches, supported by the heavy guns, proved too strong for the 3000 rifles then available in the Mounted Division. As, though, to push the enemy back, or to get round his flanks, we stopped the enemy's counter-attacks. In the end the enemy made several counter-attacks on our troops, the last one, on the centre of our line, being of a most determined character. It was in these attacks that the enemy suffered most heavily. The division was withdrawn a short distance for the night, having suffered severe casualties on the enemy, and caused him to burn his food stores. The engagement was resumed on the following day, and we continued until August 12, when the enemy evacuated their position during the night, being pursued to the extreme limit of the oasis area.: [991, 34, 1101, 358]
- paragraph: The following are reported wounded:—: [8, 1615, 142, 1635]
- paragraph: Davison, Thomas Richard, rifleman (Mrs E. Davison, Marua, Whangarei, mother).: [148, 174, 283, 203]
- paragraph: Couper, Ernest Donald, rifleman (Mrs A. M. Couper, Havelock North).: [289, 208, 423, 227]
- paragraph: Returned to Duty.—Private H. E. Holt.: [718, 125, 844, 135]
- paragraph: Gilmore, Forbes Stanley, sapper (Mrs A. Gilmore, Hastings Street, Auckland, Dunedin, wife).: [429, 1458, 563, 1487]
- section-heading: N.Z. Rifle Brigade.: [461, 1657, 532, 1668]
- paragraph: Miller, James, private (Mrs M. Miller, Waghorne Street, Port Ahuriri, Napier, mother).: [429, 1103, 563, 1133]
- paragraph: Hotop, Wilbert L., trooper (H. Hotop, Cromwell, father).: [148, 538, 283, 557]
- paragraph: It is a fact that the State coal mines are not run on the same lines as private companies, and the public naturally pay higher prices than they would have to pay through private shipping firms. The case of the Lyttelton mine is a notable case in point. The one thing that can be said in favour of the State mines is that they were carried on by the railways and other Government departments.: [991, 2218, 1101, 2342]
- paragraph: Kinsella, Frank, rifleman (Patrick Kinsella, Wexford, Ireland, father).: [569, 552, 704, 572]
- paragraph: Keesey, James Clifford, rifleman (J. E. Keesey, French Pass, brother).: [289, 600, 423, 620]
- section-heading: Otago Mounted Rifles.: [174, 494, 257, 505]
- paragraph: Harper Francis, rifleman (Mrs A. Harper, 40, Carlton Street, Devonport, Auckland, wife).: [8, 308, 142, 336]
- paragraph: Wounded, admitted hospital:—: [16, 1187, 117, 1197]
- paragraph: Dunn, Hector James, rifleman (Mrs E. Dunn, 156, Ethel Street, Duncan, Alpha Street, Roslyn, Dunedin, sister).: [289, 403, 423, 432]
- paragraph: Cavage, Eustace Neville, lance-corporal (Mrs E. D. Cavage, Gladstone Road, Northcote, Auckland, mother).: [429, 734, 563, 762]
- subheading: (September 16.): [190, 1102, 241, 1112]
- paragraph: Lamb, Edward William, acting-sergeant (N. J. Lamb, Ohiron Road, Toko, brother).: [148, 367, 283, 396]
- paragraph: Lloyd, Richard Lynch, trooper (Mrs M. Lloyd, 162, Ross Street, Spreydon, Christchurch, mother).: [148, 464, 283, 493]
- paragraph: Pattie, John Alex., trooper (Mrs D. Pattie, Matuau, Bay of Plenty, mother).: [429, 574, 563, 594]
- paragraph: Raynes, Henry George, private (Mrs J. Raynes, 35, Wellington Street, Auckland, mother).: [429, 1177, 563, 1205]
- paragraph: Hamilton, Hugh Staples, rifleman (Rev Canon Hamilton, Vicarage, Geraldine, father).: [569, 418, 704, 448]
- paragraph: Tudor, John Rhys, rifleman (Mrs Veryon, Dargaville, Auckland, sister).: [569, 946, 704, 965]
- paragraph: Piner, Roland, rifleman (Mrs A. J. Piner, Aunat, Canterbury, mother).: [289, 1045, 423, 1064]
- paragraph: Burgoch, Hugh, lance-corporal (T. H. Burgoch, care of Ward and Co., Christchurch).: [148, 1592, 283, 1620]
- paragraph: Delaney, Patrick, sergeant (John Delaney, Wagaiel, father).: [148, 1621, 283, 1641]
- paragraph: Townsend, Desmond Henry, rifleman (Mrs M. Townsend, Waimate, Main Trunk, mother).: [289, 1443, 423, 1472]
- paragraph: Harris, Herbert, rifleman (E. B. Harris, Box 19, Wanganui).: [569, 480, 704, 500]
- paragraph: Keele, Alex Bruce Smith, rifleman (Mrs James Keele, Kimbell, Fairlie, mother).: [429, 1995, 563, 2025]
- paragraph: Underhill, Joseph, rifleman (Mrs Underhill, Catterton, mother).: [289, 1474, 423, 1494]
- section-heading: Auckland Infantry Battalion.: [23, 1107, 127, 1118]
- paragraph: Brown, Jasper Alexander, corporal (James Brown, Waimahaka, Southland, father).: [289, 1812, 423, 1841]
- headline: PERSONAL NOTES.: [734, 136, 820, 163]
- paragraph: Private Leonard P. Maurice, killed, was born in Christchurch, and was the only son of Mr and Mrs P. Maurice, Spreydon. He was educated at the East Christchurch and Addington schools, and in later life was engaged as a boatbuilding apprentice. He enlisted as a trooper in various mounted reserve corps. He left New Zealand with No. 1 Field Ambulance, Seventh Reinforcements.: [710, 1361, 844, 1456]
- paragraph: Thom, James, rifleman (J. Thom, Awanui, India, brother).: [289, 1392, 423, 1411]
- paragraph: Cottingham, William, rifleman (Elizabeth Bushells, London, E.C., mother).: [569, 304, 704, 332]
- paragraph: Stirling, Sydney Gerald, rifleman (Mrs F. Stirling, care of W. H. Stirling, Waipawa, father).: [569, 146, 704, 175]
- section-heading: New Zealand Rifle Brigade.: [24, 775, 126, 786]
- paragraph: Winchester, Bertie Henry, rifleman (W. H. Winchester, Tautoron, via Cambridge, father).: [429, 1758, 563, 1787]
- subheading: (September 15.): [611, 1920, 662, 1930]
- paragraph: Currie, George Clifford, sapper (Mrs Currie, 29, Eden Terrace, Auckland, mother).: [148, 1135, 283, 1164]
